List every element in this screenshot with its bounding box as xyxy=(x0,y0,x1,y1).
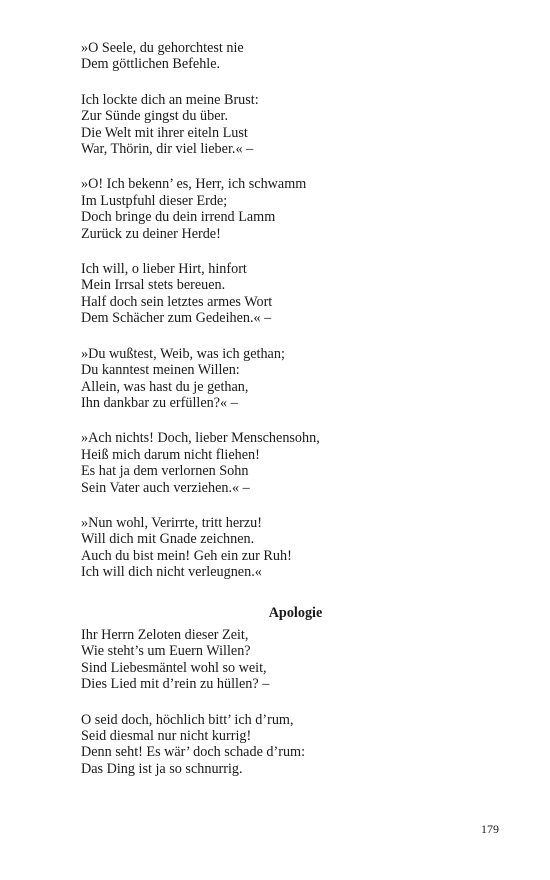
verse-line: Ihn dankbar zu erfüllen?« – xyxy=(81,394,238,411)
verse-line: Will dich mit Gnade zeichnen. xyxy=(81,531,255,548)
verse-line: Sind Liebesmäntel wohl so weit, xyxy=(81,659,267,676)
stanza xyxy=(81,176,481,242)
verse-line: Wie steht’s um Euern Willen? xyxy=(81,643,251,660)
stanza xyxy=(81,627,481,693)
stanza xyxy=(81,430,481,496)
poem-continuation xyxy=(81,40,481,600)
verse-line: Ich lockte dich an meine Brust: xyxy=(81,91,259,108)
stanza xyxy=(81,515,481,581)
stanza xyxy=(81,92,481,158)
verse-line: Allein, was hast du je gethan, xyxy=(81,378,249,395)
page-number: 179 xyxy=(481,822,499,836)
verse-line: Das Ding ist ja so schnurrig. xyxy=(81,760,243,777)
verse-line: Mein Irrsal stets bereuen. xyxy=(81,277,226,294)
verse-line: »Du wußtest, Weib, was ich gethan; xyxy=(81,345,285,362)
poem-title: Apologie xyxy=(268,605,323,621)
verse-line: Heiß mich darum nicht fliehen! xyxy=(81,446,260,463)
stanza xyxy=(81,261,481,327)
verse-line: Dem Schächer zum Gedeihen.« – xyxy=(81,310,272,327)
verse-line: Du kanntest meinen Willen: xyxy=(81,362,240,379)
poem-apologie xyxy=(81,627,481,796)
verse-line: Dem göttlichen Befehle. xyxy=(81,56,221,73)
verse-line: »O! Ich bekenn’ es, Herr, ich schwamm xyxy=(81,176,307,193)
verse-line: Die Welt mit ihrer eiteln Lust xyxy=(81,124,248,141)
verse-line: Ich will, o lieber Hirt, hinfort xyxy=(81,261,247,278)
verse-line: Auch du bist mein! Geh ein zur Ruh! xyxy=(81,547,292,564)
verse-line: Denn seht! Es wär’ doch schade d’rum: xyxy=(81,744,306,761)
stanza xyxy=(81,346,481,412)
verse-line: War, Thörin, dir viel lieber.« – xyxy=(81,141,254,158)
verse-line: Half doch sein letztes armes Wort xyxy=(81,293,273,310)
stanza xyxy=(81,40,481,73)
verse-line: Seid diesmal nur nicht kurrig! xyxy=(81,728,252,745)
verse-line: Dies Lied mit d’rein zu hüllen? – xyxy=(81,676,270,693)
verse-line: »O Seele, du gehorchtest nie xyxy=(81,40,244,56)
verse-line: »Nun wohl, Verirrte, tritt herzu! xyxy=(81,514,262,531)
verse-line: Sein Vater auch verziehen.« – xyxy=(81,479,250,496)
verse-line: Im Lustpfuhl dieser Erde; xyxy=(81,192,228,209)
verse-line: Es hat ja dem verlornen Sohn xyxy=(81,463,249,480)
verse-line: »Ach nichts! Doch, lieber Menschensohn, xyxy=(81,430,320,447)
verse-line: O seid doch, höchlich bitt’ ich d’rum, xyxy=(81,711,294,728)
verse-line: Ich will dich nicht verleugnen.« xyxy=(81,564,262,581)
verse-line: Ihr Herrn Zeloten dieser Zeit, xyxy=(81,627,249,643)
stanza xyxy=(81,712,481,778)
verse-line: Zurück zu deiner Herde! xyxy=(81,225,221,242)
verse-line: Zur Sünde gingst du über. xyxy=(81,108,228,125)
verse-line: Doch bringe du dein irrend Lamm xyxy=(81,209,276,226)
